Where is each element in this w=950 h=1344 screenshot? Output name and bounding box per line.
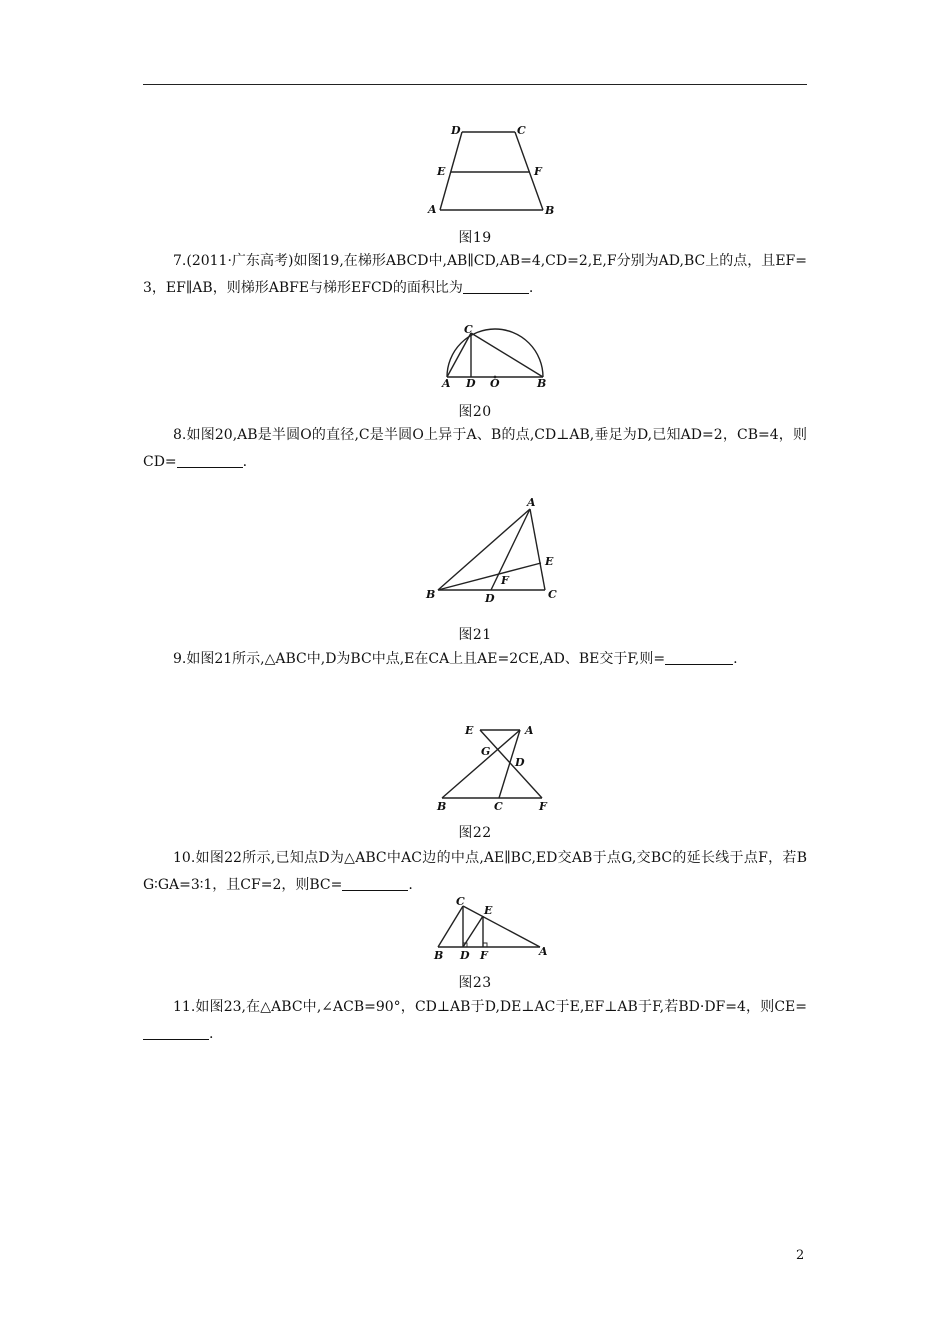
page-number: 2: [796, 1248, 805, 1263]
segment-bc: [438, 906, 463, 947]
point-label-a: A: [527, 496, 536, 509]
segment-de: [463, 916, 483, 947]
problem-9-end: .: [733, 651, 738, 667]
problem-9: [143, 646, 807, 673]
problem-10: [143, 845, 807, 899]
point-label-e: E: [545, 555, 554, 568]
problem-8: [143, 422, 807, 476]
point-label-e: E: [465, 724, 474, 737]
point-label-e: E: [484, 904, 493, 917]
point-label-g: G: [481, 745, 491, 758]
problem-7: [143, 248, 807, 302]
problem-8-text: 8.如图20,AB是半圆O的直径,C是半圆O上异于A、B的点,CD⊥AB,垂足为D,已知AD=2，CB=4，则CD=: [143, 427, 807, 470]
semicircle-arc: [447, 329, 543, 377]
figure-21: [420, 494, 570, 609]
figure-22: [430, 718, 560, 813]
point-label-c: C: [456, 895, 465, 908]
point-label-c: C: [494, 800, 503, 813]
segment-ef: [480, 730, 542, 798]
problem-11-end: .: [209, 1026, 214, 1042]
answer-blank-9[interactable]: [665, 650, 733, 665]
figure-19: [420, 120, 560, 220]
figure-20-drawing: [435, 322, 555, 392]
point-label-a: A: [539, 945, 548, 958]
problem-9-text: 9.如图21所示,△ABC中,D为BC中点,E在CA上且AE=2CE,AD、BE交于F,则=: [173, 651, 666, 667]
problem-11-text: 11.如图23,在△ABC中,∠ACB=90°，CD⊥AB于D,DE⊥AC于E,EF⊥AB于F,若BD·DF=4，则CE=: [173, 999, 807, 1015]
point-label-a: A: [525, 724, 534, 737]
point-label-b: B: [545, 204, 555, 217]
point-label-d: D: [485, 592, 495, 605]
segment-ac: [447, 333, 471, 377]
header-rule: [143, 84, 807, 85]
figure-23-drawing: [430, 892, 560, 962]
segment-cb: [471, 333, 543, 377]
point-label-b: B: [426, 588, 436, 601]
segment-ab: [442, 730, 520, 798]
problem-10-end: .: [408, 877, 413, 893]
point-label-d: D: [466, 377, 476, 390]
point-label-c: C: [548, 588, 557, 601]
problem-7-text: 7.(2011·广东高考)如图19,在梯形ABCD中,AB∥CD,AB=4,CD=2,E,F分别为AD,BC上的点，且EF=3，EF∥AB，则梯形ABFE与梯形EFCD的面积比为: [143, 253, 807, 296]
figure-19-caption: 图19: [458, 230, 492, 246]
point-label-f: F: [539, 800, 547, 813]
segment-ca: [463, 906, 540, 947]
point-label-f: F: [501, 574, 509, 587]
answer-blank-11[interactable]: [143, 1025, 209, 1040]
answer-blank-7[interactable]: [463, 279, 529, 294]
point-label-d: D: [515, 756, 525, 769]
point-label-b: B: [434, 949, 444, 962]
segment-ca: [530, 509, 545, 590]
point-label-o: O: [490, 377, 500, 390]
figure-21-drawing: [420, 494, 570, 609]
point-label-c: C: [517, 124, 526, 137]
figure-19-drawing: [420, 120, 560, 220]
point-label-b: B: [537, 377, 547, 390]
point-label-f: F: [480, 949, 488, 962]
point-label-b: B: [437, 800, 447, 813]
figure-20: [435, 322, 555, 392]
point-label-e: E: [437, 165, 446, 178]
figure-21-caption: 图21: [458, 627, 492, 643]
problem-10-text: 10.如图22所示,已知点D为△ABC中AC边的中点,AE∥BC,ED交AB于点G,交BC的延长线于点F，若BG∶GA=3∶1，且CF=2，则BC=: [143, 850, 807, 893]
point-label-f: F: [534, 165, 542, 178]
problem-8-end: .: [242, 454, 248, 470]
point-label-d: D: [451, 124, 461, 137]
segment-ad: [491, 509, 530, 590]
point-label-d: D: [460, 949, 470, 962]
figure-23: [430, 892, 560, 962]
figure-22-caption: 图22: [458, 825, 492, 841]
figure-20-caption: 图20: [458, 404, 492, 420]
answer-blank-10[interactable]: [342, 876, 408, 891]
problem-7-end: .: [528, 280, 534, 296]
problem-11: [143, 994, 807, 1048]
figure-22-drawing: [430, 718, 560, 813]
figure-23-caption: 图23: [458, 975, 492, 991]
point-label-a: A: [442, 377, 451, 390]
point-label-c: C: [464, 323, 473, 336]
answer-blank-8[interactable]: [177, 453, 243, 468]
point-label-a: A: [428, 203, 437, 216]
